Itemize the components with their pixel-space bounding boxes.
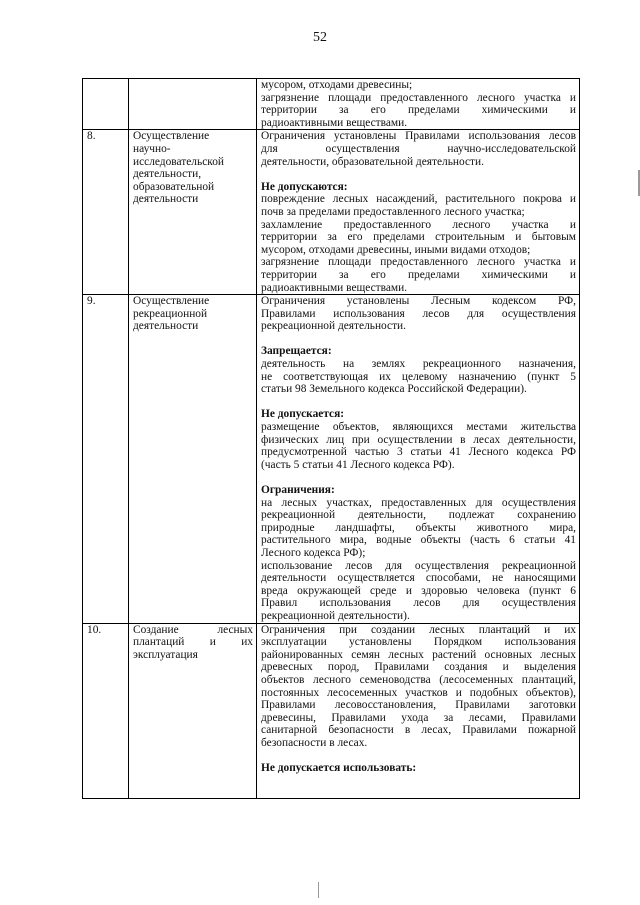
table-body (83, 79, 580, 799)
row-number (83, 79, 129, 130)
activity-name-line: образовательной (133, 180, 215, 193)
text-line: эксплуатации установлены Порядком использования (261, 636, 576, 649)
paragraph-gap (261, 396, 576, 409)
table-row (83, 295, 580, 623)
activity-name (129, 295, 257, 623)
text-line: безопасности в лесах. (261, 736, 368, 749)
text-line: не соответствующая их целевому назначению (пункт 5 (261, 370, 576, 383)
text-line: рекреационной деятельности. (261, 320, 407, 333)
restrictions-text (257, 79, 580, 130)
activity-name-line: Создание лесных (133, 623, 253, 636)
page-number: 52 (313, 30, 327, 45)
restrictions-text (257, 295, 580, 623)
text-line: Правилами лесовосстановления, Правилами заготовки (261, 699, 576, 712)
activity-name-line: деятельности (133, 193, 199, 206)
text-line: Правилами использования лесов для осуществления (261, 307, 576, 320)
activity-name-line: рекреационной (133, 307, 208, 320)
activity-name (129, 130, 257, 295)
row-number: 8. (83, 130, 129, 295)
restrictions-text (257, 130, 580, 295)
activity-name-line: деятельности, (133, 168, 202, 181)
scan-mark-bottom (318, 882, 319, 898)
text-line: размещение объектов, являющихся местами жительства (261, 421, 576, 434)
text-line: статьи 98 Земельного кодекса Российской Федерации). (261, 383, 527, 396)
text-line: деятельности осуществляется способами, не наносящими (261, 572, 576, 585)
section-heading: Не допускаются: (261, 180, 348, 193)
text-line: территории за его пределами химическими и (261, 104, 576, 117)
text-line: объектов лесного семеноводства (лесосеменных плантаций, (261, 673, 576, 686)
paragraph-gap (261, 168, 576, 181)
text-line: территории за его пределами строительным и бытовым (261, 231, 576, 244)
text-line: Лесного кодекса РФ); (261, 546, 366, 559)
section-heading: Запрещается: (261, 345, 332, 358)
paragraph-gap (261, 471, 576, 484)
text-line: древесных пород, Правилами создания и выделения (261, 661, 576, 674)
text-line: (часть 5 статьи 41 Лесного кодекса РФ). (261, 458, 455, 471)
text-line: территории за его пределами химическими и (261, 268, 576, 281)
activity-name-line: Осуществление (133, 295, 210, 308)
row-number: 10. (83, 623, 129, 798)
text-line: загрязнение площади предоставленного лесного участка и (261, 256, 576, 269)
activity-name-line: эксплуатация (133, 648, 198, 661)
activity-name (129, 623, 257, 798)
text-line: мусором, отходами древесины, иными видами отходов; (261, 243, 531, 256)
text-line: радиоактивными веществами. (261, 281, 408, 294)
text-line: почв за пределами предоставленного лесного участка; (261, 205, 525, 218)
section-heading: Не допускается использовать: (261, 762, 417, 775)
activity-name-line: научно- (133, 142, 171, 155)
text-line: Ограничения при создании лесных плантаций и их (261, 623, 576, 636)
text-line: Правил использования лесов для осуществления (261, 597, 576, 610)
text-line: использование лесов для осуществления рекреационной (261, 559, 576, 572)
restrictions-table (82, 78, 580, 799)
section-heading: Ограничения: (261, 484, 335, 496)
activity-name-line: Осуществление (133, 130, 210, 143)
section-heading: Не допускается: (261, 408, 345, 421)
text-line: Ограничения установлены Лесным кодексом РФ, (261, 295, 576, 308)
text-line: древесины, Правилами ухода за лесами, Правилами (261, 711, 576, 724)
text-line: на лесных участках, предоставленных для осуществления (261, 496, 576, 509)
text-line: физических лиц при осуществлении в лесах деятельности, (261, 433, 576, 446)
text-line: загрязнение площади предоставленного лесного участка и (261, 91, 576, 104)
text-line: рекреационной деятельности). (261, 609, 410, 622)
activity-name-line: плантаций и их (133, 636, 253, 649)
row-number: 9. (83, 295, 129, 623)
text-line: районированных семян лесных растений основных лесных (261, 648, 576, 661)
text-line: деятельности, образовательной деятельности. (261, 155, 484, 168)
text-line: природные ландшафты, объекты животного мира, (261, 521, 576, 534)
text-line: радиоактивными веществами. (261, 116, 408, 129)
text-line: повреждение лесных насаждений, растительного покрова и (261, 193, 576, 206)
text-line: для осуществления научно-исследовательской (261, 142, 576, 155)
activity-name (129, 79, 257, 130)
text-line: мусором, отходами древесины; (261, 79, 413, 91)
text-line: Ограничения установлены Правилами использования лесов (261, 130, 576, 143)
activity-name-line: исследовательской (133, 155, 224, 168)
table-row (83, 130, 580, 295)
text-line: вреда окружающей среде и здоровью человека (пункт 6 (261, 584, 576, 597)
restrictions-text (257, 623, 580, 798)
table-row (83, 79, 580, 130)
paragraph-gap (261, 749, 576, 762)
text-line: постоянных лесосеменных участков и подобных объектов), (261, 686, 576, 699)
activity-name-line: деятельности (133, 320, 199, 333)
table-row (83, 623, 580, 798)
paragraph-gap (261, 333, 576, 346)
text-line: захламление предоставленного лесного участка и (261, 218, 576, 231)
text-line: растительного мира, водные объекты (часть 6 статьи 41 (261, 534, 576, 547)
text-line: рекреационной деятельности, подлежат сохранению (261, 509, 576, 522)
text-line: санитарной безопасности в лесах, Правилами пожарной (261, 724, 576, 737)
text-line: деятельность на землях рекреационного назначения, (261, 358, 576, 371)
text-line: предусмотренной частью 3 статьи 41 Лесного кодекса РФ (261, 446, 576, 459)
